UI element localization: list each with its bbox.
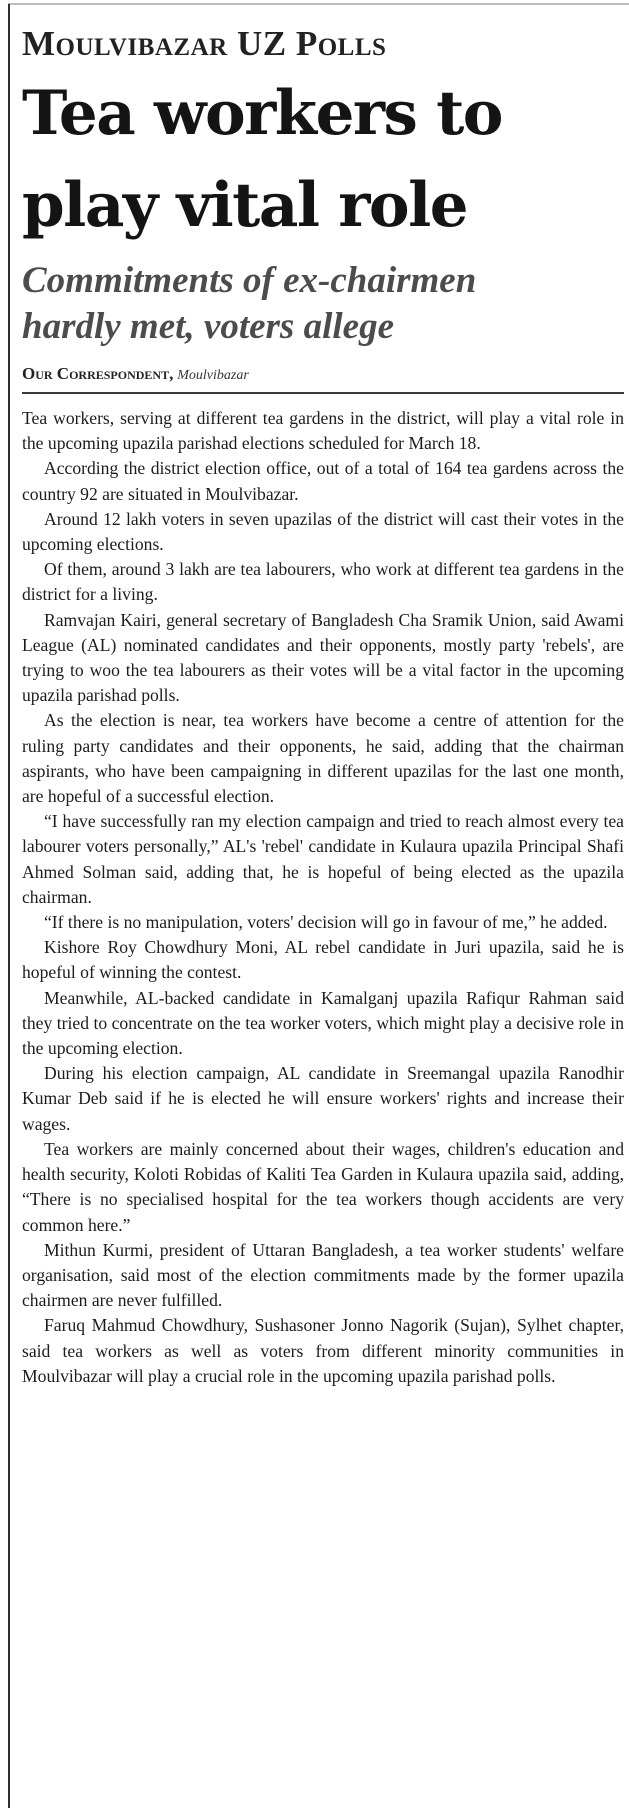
headline-line-1: Tea workers to <box>22 78 502 149</box>
paragraph: Tea workers are mainly concerned about their wages, children's education and health security, Koloti Robidas of Kaliti Tea Garden in Kulaura upazila said, adding, “There is no specialised hospital for the tea workers though accidents are very common here.” <box>22 1138 624 1235</box>
paragraph: According the district election office, out of a total of 164 tea gardens across the country 92 are situated in Moulvibazar. <box>22 458 624 504</box>
subheadline-line-2: hardly met, voters allege <box>22 306 394 347</box>
paragraph: Faruq Mahmud Chowdhury, Sushasoner Jonno Nagorik (Sujan), Sylhet chapter, said tea workers as well as voters from different minority communities in Moulvibazar will play a crucial role in the upcoming upazila parishad polls. <box>22 1315 624 1386</box>
paragraph: “If there is no manipulation, voters' decision will go in favour of me,” he added. <box>44 912 608 933</box>
paragraph: Tea workers, serving at different tea gardens in the district, will play a vital role in the upcoming upazila parishad elections scheduled for March 18. <box>22 408 624 454</box>
column-rule <box>8 4 10 1808</box>
paragraph: Ramvajan Kairi, general secretary of Bangladesh Cha Sramik Union, said Awami League (AL) nominated candidates and their opponents, mostly party 'rebels', are trying to woo the tea labourers as their votes will be a vital factor in the upcoming upazila parishad polls. <box>22 609 624 706</box>
paragraph: Mithun Kurmi, president of Uttaran Bangladesh, a tea worker students' welfare organisation, said most of the election commitments made by the former upazila chairmen are never fulfilled. <box>22 1239 624 1311</box>
byline-location: Moulvibazar <box>177 368 249 383</box>
section-kicker: Moulvibazar UZ Polls <box>22 24 387 63</box>
article-body <box>22 406 624 1389</box>
paragraph: During his election campaign, AL candidate in Sreemangal upazila Ranodhir Kumar Deb said if he is elected he will ensure workers' rights and increase their wages. <box>22 1063 624 1134</box>
paragraph: “I have successfully ran my election campaign and tried to reach almost every tea labourer voters personally,” AL's 'rebel' candidate in Kulaura upazila Principal Shafi Ahmed Solman said, adding that, he is hopeful of being elected as the upazila chairman. <box>22 811 624 907</box>
headline <box>22 68 622 252</box>
byline-author: Our Correspondent, <box>22 364 174 383</box>
byline-divider <box>22 392 624 394</box>
news-article <box>22 24 622 1389</box>
paragraph: Of them, around 3 lakh are tea labourers, who work at different tea gardens in the district for a living. <box>22 559 624 605</box>
top-border <box>8 3 629 5</box>
headline-line-2: play vital role <box>22 170 468 241</box>
subheadline <box>22 258 622 350</box>
paragraph: Around 12 lakh voters in seven upazilas of the district will cast their votes in the upcoming elections. <box>22 508 624 555</box>
paragraph: Kishore Roy Chowdhury Moni, AL rebel candidate in Juri upazila, said he is hopeful of winning the contest. <box>22 937 624 983</box>
paragraph: As the election is near, tea workers have become a centre of attention for the ruling party candidates and their opponents, he said, adding that the chairman aspirants, who have been campaigning in different upazilas for the last one month, are hopeful of a successful election. <box>22 710 624 807</box>
paragraph: Meanwhile, AL-backed candidate in Kamalganj upazila Rafiqur Rahman said they tried to concentrate on the tea worker voters, which might play a decisive role in the upcoming election. <box>22 987 624 1059</box>
subheadline-line-1: Commitments of ex-chairmen <box>22 260 477 301</box>
byline <box>22 364 622 386</box>
